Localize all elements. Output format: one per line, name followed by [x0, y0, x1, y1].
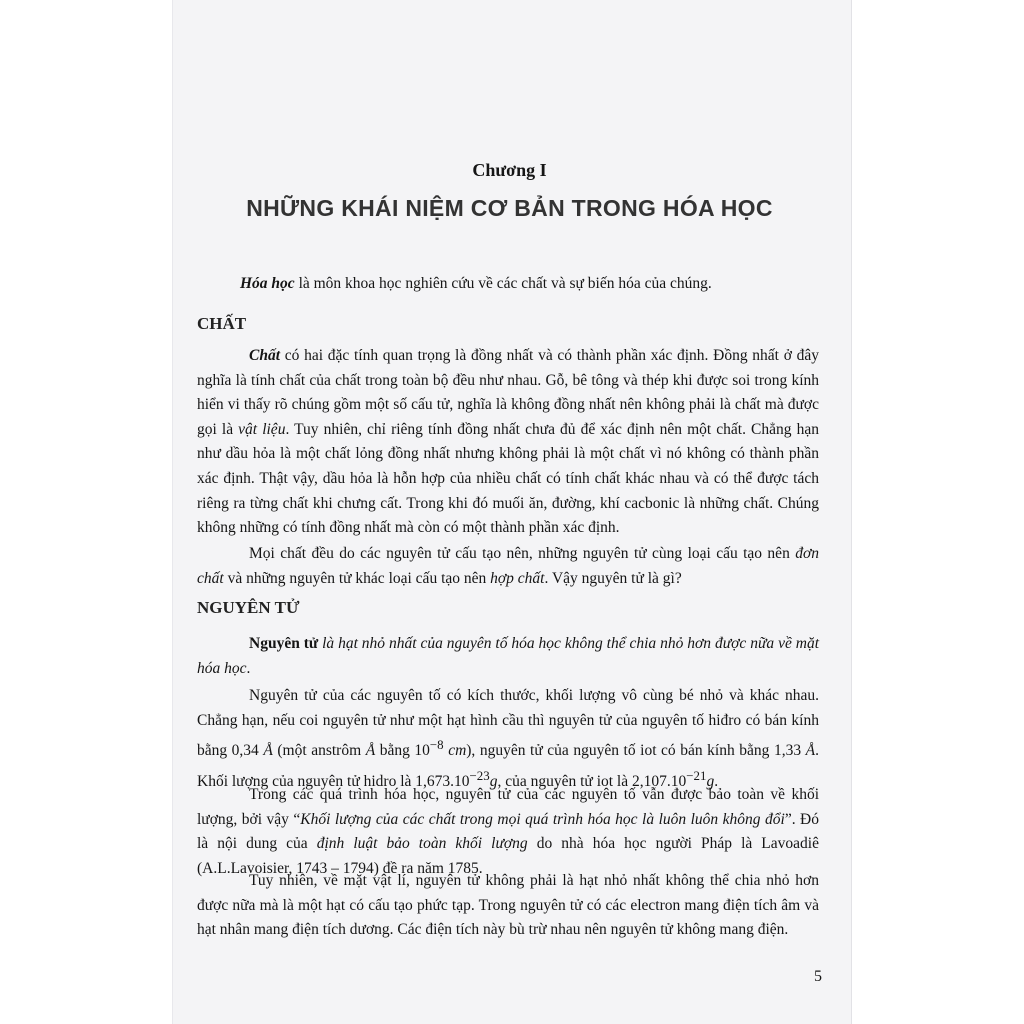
intro-term: Hóa học: [240, 275, 295, 292]
paragraph-don-chat-hop-chat: [197, 542, 819, 591]
text-span: Trong các quá trình hóa học, nguyên tử của các nguyên tố vẫn được bảo toàn về khối lượng, bởi vậy “: [197, 786, 819, 828]
term-chat: Chất: [249, 347, 281, 364]
chapter-title: NHỮNG KHÁI NIỆM CƠ BẢN TRONG HÓA HỌC: [246, 195, 773, 221]
text-span: có hai đặc tính quan trọng là đồng nhất và có thành phần xác định. Đồng nhất ở đây nghĩa là tính chất của chất trong toàn bộ đều như nhau. Gỗ, bê tông và thép khi được soi trong kính hiển vi thấy rõ chúng gồm một số cấu tử, nghĩa là không đồng nhất nên không phải là chất mà được gọi là: [197, 347, 819, 438]
text-span: do nhà hóa học người Pháp là Lavoadiê (A.L.Lavoisier, 1743 – 1794) đề ra năm 1785.: [197, 835, 819, 877]
intro-paragraph: [240, 275, 820, 293]
definition-text: là hạt nhỏ nhất của nguyên tố hóa học không thể chia nhỏ hơn được nữa về mặt hóa học: [197, 635, 820, 677]
text-span: , của nguyên tử iot là 2,107.10: [497, 773, 687, 791]
text-span: ”. Đó là nội dung của: [197, 810, 819, 853]
quote-law: Khối lượng của các chất trong mọi quá trình hóa học là luôn luôn không đổi: [300, 810, 785, 828]
text-span: (một anstrôm: [272, 742, 366, 760]
term-don-chat: đơn chất: [197, 545, 819, 587]
section-heading-nguyen-tu: NGUYÊN TỬ: [197, 598, 300, 617]
book-page: [172, 0, 852, 1024]
paragraph-bao-toan: [197, 783, 819, 881]
intro-text: là môn khoa học nghiên cứu về các chất và sự biến hóa của chúng.: [294, 275, 712, 292]
unit-g: g: [706, 773, 715, 791]
paragraph-cau-tao: Tuy nhiên, về mặt vật lí, nguyên tử không phải là hạt nhỏ nhất không thể chia nhỏ hơn được nữa mà là một hạt có cấu tạo phức tạp. Trong nguyên tử có các electron mang điện tích âm và hạt nhân mang điện tích dương. Các điện tích này bù trừ nhau nên nguyên tử không mang điện.: [197, 872, 819, 939]
exponent: −21: [686, 767, 707, 783]
exponent: −8: [429, 737, 444, 753]
paragraph-nguyen-tu-definition: [197, 632, 819, 681]
text-span: . Tuy nhiên, chỉ riêng tính đồng nhất chưa đủ để xác định nên một chất. Chẳng hạn như dầu hỏa là một chất lỏng đồng nhất nhưng không phải là một chất vì nó không có thành phần xác định. Thật vậy, dầu hỏa là hỗn hợp của nhiều chất có tính chất khác nhau và có thể được tách riêng ra từng chất khi chưng cất. Trong khi đó muối ăn, đường, khí cacbonic là những chất. Chúng không những có tính đồng nhất mà còn có một thành phần xác định.: [197, 420, 819, 537]
chapter-label: Chương I: [472, 160, 547, 180]
unit-cm: cm: [443, 742, 467, 760]
unit-angstrom: Å: [365, 742, 376, 760]
paragraph-kich-thuoc: [197, 684, 819, 795]
term-nguyen-tu: Nguyên tử: [249, 635, 319, 652]
exponent: −23: [469, 767, 490, 783]
text-span: .: [246, 659, 251, 677]
text-span: ), nguyên tử của nguyên tố iot có bán kính bằng 1,33: [466, 742, 806, 760]
text-span: bằng 10: [375, 742, 430, 760]
text-span: . Vậy nguyên tử là gì?: [544, 569, 682, 587]
paragraph-chat-definition: [197, 344, 819, 541]
text-span: .: [714, 773, 719, 791]
text-span: Nguyên tử của các nguyên tố có kích thước, khối lượng vô cùng bé nhỏ và khác nhau. Chẳng hạn, nếu coi nguyên tử như một hạt hình cầu thì nguyên tử của nguyên tố hiđro có bán kính bằng 0,34: [197, 687, 819, 760]
term-vat-lieu: vật liệu: [238, 420, 286, 438]
unit-g: g: [489, 773, 498, 791]
text-span: và những nguyên tử khác loại cấu tạo nên: [223, 569, 491, 587]
text-span: . Khối lượng của nguyên tử hidro là 1,673.10: [197, 742, 819, 791]
term-hop-chat: hợp chất: [490, 569, 545, 587]
page-number: 5: [814, 968, 822, 985]
term-law-name: định luật bảo toàn khối lượng: [316, 835, 528, 853]
unit-angstrom: Å: [805, 742, 816, 760]
section-heading-chat: CHẤT: [197, 314, 247, 333]
unit-angstrom: Å: [263, 742, 273, 760]
text-span: Mọi chất đều do các nguyên tử cấu tạo nên, những nguyên tử cùng loại cấu tạo nên: [249, 545, 796, 562]
